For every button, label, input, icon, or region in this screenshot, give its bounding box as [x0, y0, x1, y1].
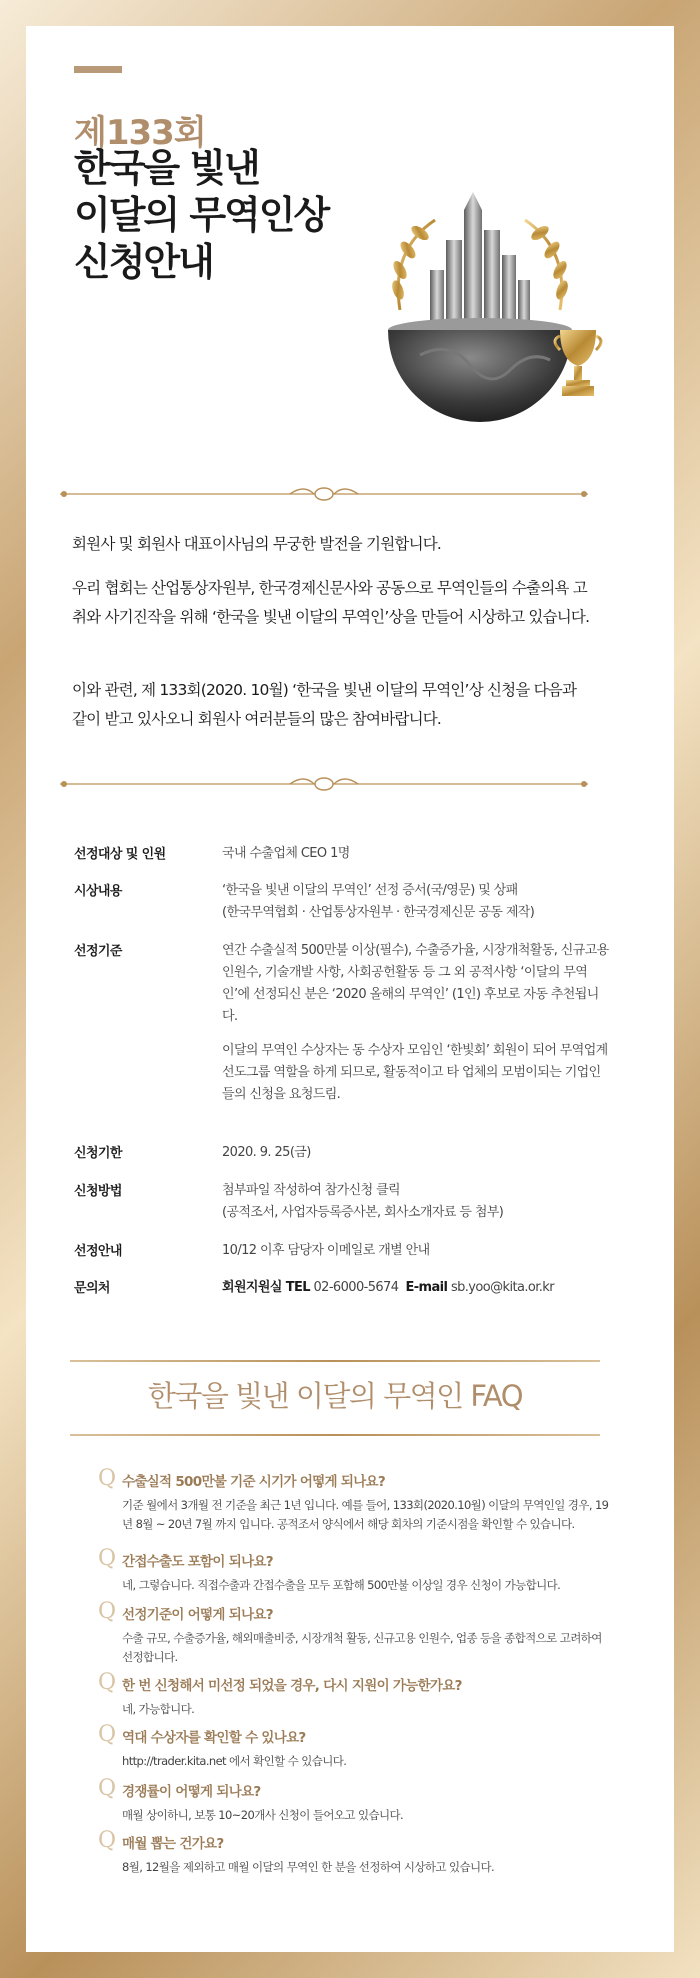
faq-question: 역대 수상자를 확인할 수 있나요? — [122, 1730, 306, 1746]
faq-answer: 8월, 12월을 제외하고 매월 이달의 무역인 한 분을 선정하여 시상하고 있습니다. — [122, 1860, 495, 1874]
info-value: 2020. 9. 25(금) — [222, 1145, 311, 1160]
faq-answer: 기준 월에서 3개월 전 기준을 최근 1년 입니다. 예를 들어, 133회(2020.10월) 이달의 무역인일 경우, 19년 8월 ~ 20년 7월 까지 입니다. 공적조서 양식에서 해당 회차의 기준시점을 확인할 수 있습니다. — [122, 1498, 609, 1531]
q-mark: Q — [98, 1599, 117, 1624]
faq-top-line — [70, 1360, 600, 1362]
faq-question: 선정기준이 어떻게 되나요? — [122, 1607, 273, 1623]
info-label: 시상내용 — [74, 884, 122, 899]
info-value — [222, 880, 612, 924]
info-value: 국내 수출업체 CEO 1명 — [222, 846, 350, 861]
title-line-1: 한국을 빛낸 — [74, 146, 259, 190]
criteria-paragraph-1: 연간 수출실적 500만불 이상(필수), 수출증가율, 시장개척활동, 신규고용 인원수, 기술개발 사항, 사회공헌활동 등 그 외 공적사항 ‘이달의 무역인’에 선정되신 분은 ‘2020 올해의 무역인’ (1인) 후보로 자동 추천됩니다. — [222, 943, 609, 1024]
faq-header — [70, 1360, 600, 1420]
q-mark: Q — [98, 1776, 117, 1801]
info-value — [222, 1180, 612, 1224]
faq-question: 경쟁률이 어떻게 되나요? — [122, 1784, 261, 1800]
faq-bottom-line — [70, 1434, 600, 1436]
title-line-2: 이달의 무역인상 — [74, 193, 329, 237]
faq-answer: 매월 상이하니, 보통 10~20개사 신청이 들어오고 있습니다. — [122, 1808, 404, 1822]
award-line-1: ‘한국을 빛낸 이달의 무역인’ 선정 증서(국/영문) 및 상패 — [222, 883, 518, 898]
info-label: 선정대상 및 인원 — [74, 847, 166, 862]
info-label: 문의처 — [74, 1281, 110, 1296]
info-value: 10/12 이후 담당자 이메일로 개별 안내 — [222, 1243, 430, 1258]
faq-question: 수출실적 500만불 기준 시기가 어떻게 되나요? — [122, 1474, 386, 1490]
info-label: 선정기준 — [74, 944, 122, 959]
title-line-3: 신청안내 — [74, 240, 213, 284]
faq-question: 매월 뽑는 건가요? — [122, 1836, 224, 1852]
q-mark: Q — [98, 1828, 117, 1853]
q-mark: Q — [98, 1722, 117, 1747]
accent-bar — [74, 66, 122, 73]
faq-answer: 네, 가능합니다. — [122, 1702, 195, 1716]
faq-answer: 수출 규모, 수출증가율, 해외매출비중, 시장개척 활동, 신규고용 인원수, 업종 등을 종합적으로 고려하여 선정합니다. — [122, 1631, 602, 1664]
intro-paragraph-3: 이와 관련, 제 133회(2020. 10월) ‘한국을 빛낸 이달의 무역인’상 신청을 다음과 같이 받고 있사오니 회원사 여러분들의 많은 참여바랍니다. — [72, 681, 577, 728]
info-value — [222, 1277, 612, 1299]
method-line-1: 첨부파일 작성하여 참가신청 클릭 — [222, 1183, 401, 1198]
award-line-2: (한국무역협회 · 산업통상자원부 · 한국경제신문 공동 제작) — [222, 905, 535, 920]
contact-tel: 02-6000-5674 — [313, 1280, 399, 1295]
faq-question: 한 번 신청해서 미선정 되었을 경우, 다시 지원이 가능한가요? — [122, 1678, 462, 1694]
contact-email-label: E-mail — [405, 1280, 448, 1295]
info-label: 신청기한 — [74, 1146, 122, 1161]
faq-question: 간접수출도 포함이 되나요? — [122, 1554, 273, 1570]
contact-email-link[interactable]: sb.yoo@kita.or.kr — [450, 1280, 554, 1295]
ornament-divider — [60, 484, 588, 504]
info-value — [222, 940, 612, 1106]
q-mark: Q — [98, 1466, 117, 1491]
intro-paragraph-2: 우리 협회는 산업통상자원부, 한국경제신문사와 공동으로 무역인들의 수출의욕 고취와 사기진작을 위해 ‘한국을 빛낸 이달의 무역인’상을 만들어 시상하고 있습니다. — [72, 579, 590, 626]
criteria-paragraph-2: 이달의 무역인 수상자는 동 수상자 모임인 ‘한빛회’ 회원이 되어 무역업계 선도그룹 역할을 하게 되므로, 활동적이고 타 업체의 모범이되는 기업인들의 신청을 요청드림. — [222, 1043, 608, 1102]
info-label: 선정안내 — [74, 1244, 122, 1259]
edition-title: 제133회 — [74, 113, 206, 153]
method-line-2: (공적조서, 사업자등록증사본, 회사소개자료 등 첨부) — [222, 1205, 504, 1220]
faq-answer: 네, 그렇습니다. 직접수출과 간접수출을 모두 포함해 500만불 이상일 경우 신청이 가능합니다. — [122, 1578, 561, 1592]
info-label: 신청방법 — [74, 1184, 122, 1199]
faq-answer: http://trader.kita.net 에서 확인할 수 있습니다. — [122, 1754, 347, 1768]
q-mark: Q — [98, 1546, 117, 1571]
contact-dept: 회원지원실 TEL — [222, 1280, 310, 1295]
intro-paragraph-1: 회원사 및 회원사 대표이사님의 무궁한 발전을 기원합니다. — [72, 535, 442, 553]
ornament-divider — [60, 774, 588, 794]
globe-city-trophy-icon — [360, 190, 620, 430]
q-mark: Q — [98, 1670, 117, 1695]
faq-title: 한국을 빛낸 이달의 무역인 FAQ — [147, 1379, 523, 1413]
